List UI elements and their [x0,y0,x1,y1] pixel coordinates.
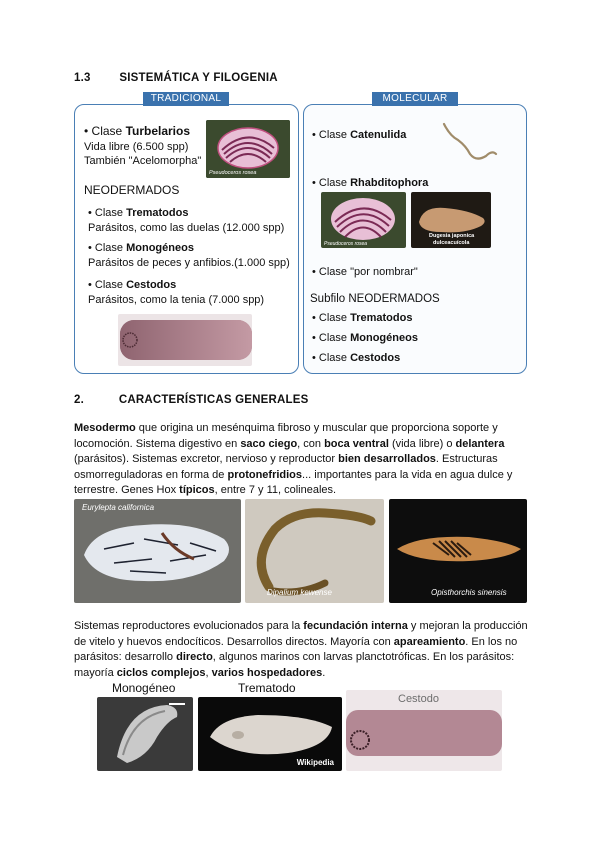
rhabditophora-caption-1: Pseudoceros rosea [324,241,368,247]
section-2-number: 2. [74,394,84,406]
turbelario-caption: Pseudoceros rosea [209,170,257,176]
catenulida-class: • Clase Catenulida [312,128,406,142]
section-2-heading [74,394,308,406]
section-1-title: SISTEMÁTICA Y FILOGENIA [119,72,278,84]
rhabditophora-photo-2 [411,192,491,248]
dipalium-caption: Dipalium kewense [267,588,332,597]
section-1-heading [74,72,278,84]
traditional-tab: TRADICIONAL [143,92,229,106]
rhabditophora-caption-2a: Dugesia japonica [429,233,475,239]
catenulida-image [440,120,500,166]
turbelarios-class: • Clase Turbelarios [84,124,190,138]
trematodos-class: • Clase Trematodos [88,206,188,220]
wikipedia-credit: Wikipedia [296,758,334,767]
reproduction-paragraph: Sistemas reproductores evolucionados para la fecundación interna y mejoran la producción de vitelo y huevos endocíticos. Desarrollos directos. Mayoría con apareamiento. En los no parásitos: desarrollo directo, algunos marinos con larvas planctotróficas. En los parásitos: mayoría ciclos complejos, varios hospedadores. [74,620,528,679]
characteristics-paragraph: Mesodermo que origina un mesénquima fibroso y muscular que proporciona soporte y locomoción. Sistema digestivo en saco ciego, con boca ventral (vida libre) o delantera (parásitos). Sistemas excretor, nervioso y reproductor bien desarrollados. Estructuras osmorreguladoras en forma de protonefridios... importantes para la vida en agua dulce y terrestre. Genes Hox típicos, entre 7 y 11, colineales. [74,422,513,497]
molecular-trematodos: • Clase Trematodos [312,311,412,325]
cestodo-photo-small [118,314,252,366]
trematodos-desc: Parásitos, como las duelas (12.000 spp) [88,222,285,234]
cestodo-label: Cestodo [398,693,439,705]
turbelario-photo [206,120,290,178]
monogeneo-label: Monogéneo [112,681,176,695]
molecular-tab: MOLECULAR [372,92,458,106]
turbelarios-desc-1: Vida libre (6.500 spp) [84,141,189,153]
molecular-monogeneos: • Clase Monogéneos [312,331,418,345]
cestodos-desc: Parásitos, como la tenia (7.000 spp) [88,294,265,306]
rhabditophora-class: • Clase Rhabditophora [312,176,428,190]
pink-flatworm-image-2 [321,192,406,248]
eurylepta-photo [74,499,241,603]
rhabditophora-photo-1 [321,192,406,248]
por-nombrar-class: • Clase "por nombrar" [312,265,418,279]
neodermados-heading: NEODERMADOS [84,183,180,197]
dipalium-photo [245,499,384,603]
molecular-cestodos: • Clase Cestodos [312,351,400,365]
opisthorchis-caption: Opisthorchis sinensis [431,588,507,597]
subfilo-neodermados: Subfilo NEODERMADOS [310,293,440,305]
section-1-number: 1.3 [74,72,91,84]
eurylepta-image [74,499,241,603]
trematodo-photo [198,697,342,771]
monogeneos-desc: Parásitos de peces y anfibios.(1.000 spp) [88,257,290,269]
turbelarios-desc-2: También "Acelomorpha" [84,155,202,167]
trematodo-label: Trematodo [238,681,296,695]
rhabditophora-caption-2b: dulceacuícola [433,240,470,246]
monogeneo-photo [97,697,193,771]
cestodos-class: • Clase Cestodos [88,278,176,292]
section-2-title: CARACTERÍSTICAS GENERALES [118,394,309,406]
cestodo-photo [346,690,502,771]
monogeneos-class: • Clase Monogéneos [88,241,194,255]
eurylepta-caption: Eurylepta californica [82,503,155,512]
opisthorchis-photo [389,499,527,603]
tapeworm-image [118,314,252,366]
monogeneo-image [97,697,193,771]
